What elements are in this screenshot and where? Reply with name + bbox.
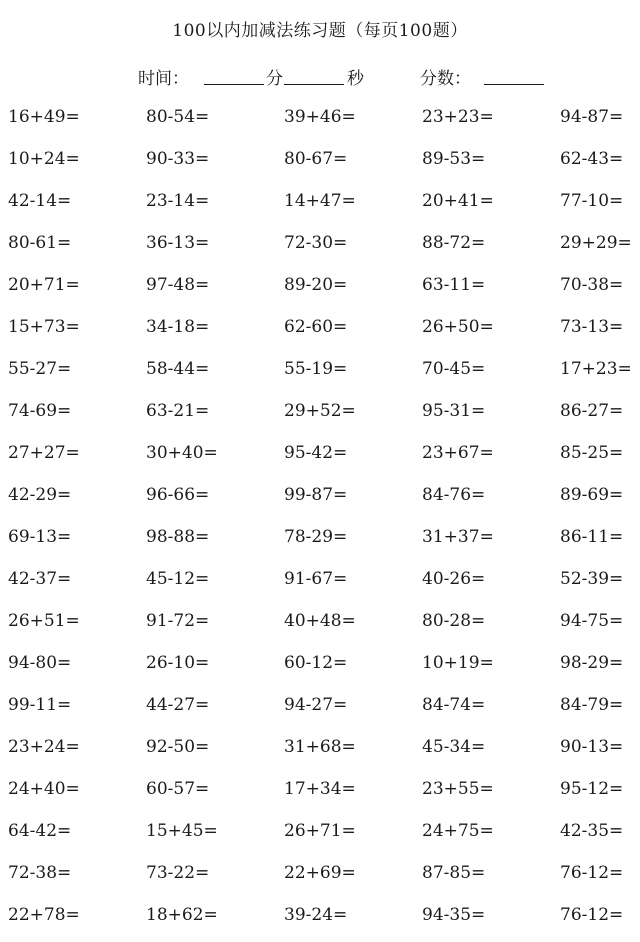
math-problem: 40+48= [284,611,356,631]
math-problem: 18+62= [146,905,218,925]
math-problem: 23+23= [422,107,494,127]
math-problem: 80-54= [146,107,210,127]
seconds-blank-line [284,84,344,85]
math-problem: 29+29= [560,233,632,253]
minutes-blank-line [204,84,264,85]
math-problem: 45-34= [422,737,486,757]
problem-row [0,396,640,438]
time-label: 时间： [138,69,189,89]
math-problem: 98-88= [146,527,210,547]
math-problem: 84-79= [560,695,624,715]
math-problem: 73-22= [146,863,210,883]
math-problem: 39+46= [284,107,356,127]
math-problem: 97-48= [146,275,210,295]
math-problem: 10+19= [422,653,494,673]
math-problem: 58-44= [146,359,210,379]
math-problem: 60-12= [284,653,348,673]
math-problem: 85-25= [560,443,624,463]
math-problem: 30+40= [146,443,218,463]
problem-row [0,648,640,690]
math-problem: 55-19= [284,359,348,379]
problem-row [0,102,640,144]
problem-row [0,228,640,270]
math-problem: 15+73= [8,317,80,337]
problem-row [0,144,640,186]
math-problem: 10+24= [8,149,80,169]
math-problem: 94-35= [422,905,486,925]
math-problem: 23-14= [146,191,210,211]
math-problem: 42-35= [560,821,624,841]
math-problem: 95-42= [284,443,348,463]
math-problem: 45-12= [146,569,210,589]
math-problem: 84-74= [422,695,486,715]
math-problem: 94-75= [560,611,624,631]
math-problem: 26-10= [146,653,210,673]
math-problem: 17+34= [284,779,356,799]
math-problem: 22+78= [8,905,80,925]
math-problem: 70-38= [560,275,624,295]
math-problem: 42-29= [8,485,72,505]
math-problem: 86-27= [560,401,624,421]
math-problem: 84-76= [422,485,486,505]
problem-row [0,438,640,480]
math-problem: 23+67= [422,443,494,463]
math-problem: 88-72= [422,233,486,253]
math-problem: 39-24= [284,905,348,925]
math-problem: 36-13= [146,233,210,253]
math-problem: 60-57= [146,779,210,799]
problem-row [0,858,640,900]
math-problem: 42-14= [8,191,72,211]
math-problem: 23+55= [422,779,494,799]
math-problem: 44-27= [146,695,210,715]
math-problem: 98-29= [560,653,624,673]
math-problem: 89-69= [560,485,624,505]
math-problem: 23+24= [8,737,80,757]
problem-row [0,186,640,228]
math-problem: 80-67= [284,149,348,169]
problem-row [0,354,640,396]
math-problem: 72-38= [8,863,72,883]
math-problem: 90-13= [560,737,624,757]
math-problem: 26+71= [284,821,356,841]
math-problem: 92-50= [146,737,210,757]
math-problem: 15+45= [146,821,218,841]
math-problem: 26+51= [8,611,80,631]
math-problem: 86-11= [560,527,624,547]
problem-row [0,270,640,312]
math-problem: 17+23= [560,359,632,379]
math-problem: 99-11= [8,695,72,715]
math-problem: 14+47= [284,191,356,211]
math-problem: 96-66= [146,485,210,505]
score-label: 分数： [420,69,471,89]
problem-row [0,774,640,816]
math-problem: 22+69= [284,863,356,883]
problem-row [0,564,640,606]
worksheet-title: 100以内加减法练习题（每页100题） [172,21,468,41]
math-problem: 73-13= [560,317,624,337]
problem-row [0,732,640,774]
math-problem: 64-42= [8,821,72,841]
math-problem: 89-20= [284,275,348,295]
math-problem: 63-11= [422,275,486,295]
math-problem: 31+37= [422,527,494,547]
problem-row [0,312,640,354]
math-problem: 74-69= [8,401,72,421]
problem-row [0,522,640,564]
math-problem: 24+40= [8,779,80,799]
math-problem: 76-12= [560,905,624,925]
math-problem: 34-18= [146,317,210,337]
problem-row [0,816,640,858]
math-problem: 94-87= [560,107,624,127]
math-problem: 95-31= [422,401,486,421]
math-problem: 52-39= [560,569,624,589]
minutes-label: 分 [266,69,283,89]
math-problem: 16+49= [8,107,80,127]
math-problem: 24+75= [422,821,494,841]
score-blank-line [484,84,544,85]
math-problem: 20+71= [8,275,80,295]
math-problem: 90-33= [146,149,210,169]
math-problem: 99-87= [284,485,348,505]
seconds-label: 秒 [347,69,364,89]
math-problem: 62-43= [560,149,624,169]
math-problem: 76-12= [560,863,624,883]
math-problem: 95-12= [560,779,624,799]
problem-row [0,900,640,942]
math-problem: 80-61= [8,233,72,253]
math-problem: 40-26= [422,569,486,589]
math-problem: 20+41= [422,191,494,211]
problem-row [0,606,640,648]
math-problem: 27+27= [8,443,80,463]
math-problem: 78-29= [284,527,348,547]
math-problem: 26+50= [422,317,494,337]
problem-row [0,690,640,732]
math-problem: 62-60= [284,317,348,337]
math-problem: 94-27= [284,695,348,715]
math-problem: 42-37= [8,569,72,589]
math-problem: 91-67= [284,569,348,589]
math-problem: 55-27= [8,359,72,379]
math-problem: 89-53= [422,149,486,169]
math-problem: 87-85= [422,863,486,883]
math-problem: 31+68= [284,737,356,757]
math-problem: 94-80= [8,653,72,673]
math-problem: 80-28= [422,611,486,631]
math-problem: 72-30= [284,233,348,253]
math-problem: 91-72= [146,611,210,631]
math-problem: 63-21= [146,401,210,421]
problem-row [0,480,640,522]
math-problem: 77-10= [560,191,624,211]
math-problem: 70-45= [422,359,486,379]
math-problem: 29+52= [284,401,356,421]
problem-grid [0,102,640,928]
math-problem: 69-13= [8,527,72,547]
